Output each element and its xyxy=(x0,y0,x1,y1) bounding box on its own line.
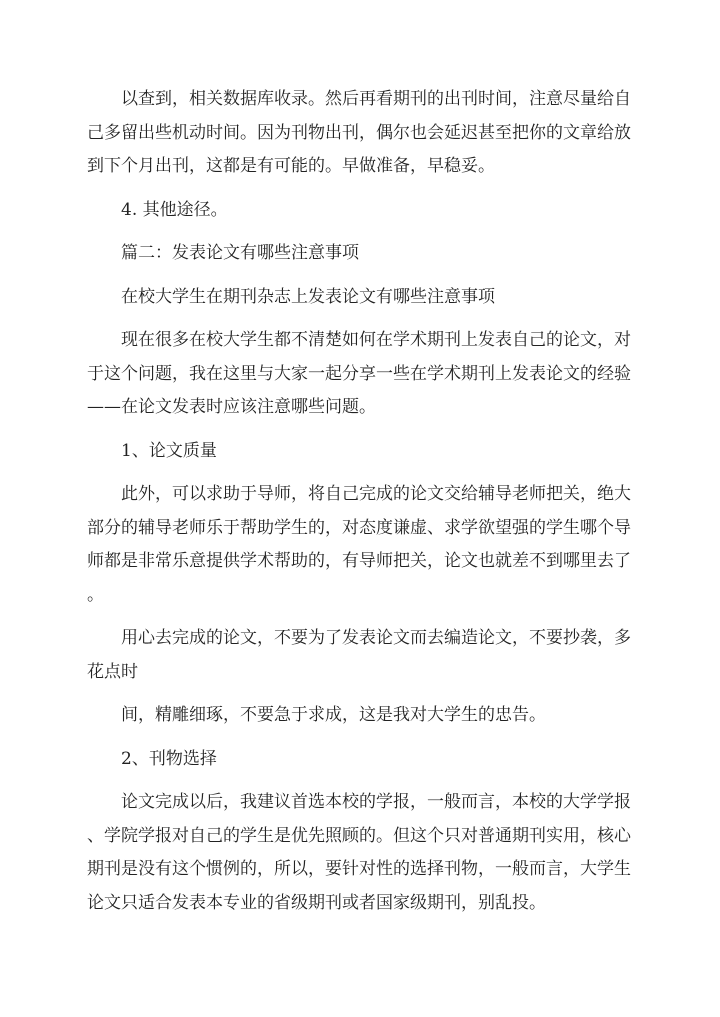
subtitle xyxy=(87,281,647,315)
paragraph xyxy=(87,478,647,612)
text-line: 论文只适合发表本专业的省级期刊或者国家级期刊，别乱投。 xyxy=(87,892,546,913)
text-line: 、学院学报对自己的学生是优先照顾的。但这个只对普通期刊实用，核心 xyxy=(87,825,631,846)
text-line: 在校大学生在期刊杂志上发表论文有哪些注意事项 xyxy=(121,286,495,307)
text-line: 2、刊物选择 xyxy=(121,748,217,769)
text-line: 间，精雕细琢，不要急于求成，这是我对大学生的忠告。 xyxy=(121,705,546,725)
text-line: 花点时 xyxy=(87,661,138,682)
text-line: 己多留出些机动时间。因为刊物出刊，偶尔也会延迟甚至把你的文章给放 xyxy=(87,122,631,143)
paragraph xyxy=(87,83,647,184)
paragraph xyxy=(87,699,647,733)
section-title xyxy=(87,237,647,271)
text-line: 以查到，相关数据库收录。然后再看期刊的出刊时间，注意尽量给自 xyxy=(121,89,631,109)
text-line: 此外，可以求助于导师，将自己完成的论文交给辅导老师把关，绝大 xyxy=(121,484,631,504)
text-line: 现在很多在校大学生都不清楚如何在学术期刊上发表自己的论文，对 xyxy=(121,330,631,350)
text-line: ——在论文发表时应该注意哪些问题。 xyxy=(87,397,376,417)
text-line: 4. 其他途径。 xyxy=(121,199,228,220)
text-line: 于这个问题，我在这里与大家一起分享一些在学术期刊上发表论文的经验 xyxy=(87,363,631,384)
text-line: 部分的辅导老师乐于帮助学生的，对态度谦虚、求学欲望强的学生哪个导 xyxy=(87,517,631,538)
text-line: 。 xyxy=(87,584,104,605)
text-line: 篇二：发表论文有哪些注意事项 xyxy=(121,243,359,263)
paragraph xyxy=(87,786,647,920)
text-line: 师都是非常乐意提供学术帮助的，有导师把关，论文也就差不到哪里去了 xyxy=(87,551,631,571)
numbered-heading xyxy=(87,435,647,469)
text-line: 期刊是没有这个惯例的，所以，要针对性的选择刊物，一般而言，大学生 xyxy=(87,859,631,879)
text-line: 1、论文质量 xyxy=(121,440,217,461)
paragraph xyxy=(87,324,647,425)
numbered-heading xyxy=(87,743,647,777)
text-line: 到下个月出刊，这都是有可能的。早做准备，早稳妥。 xyxy=(87,156,495,176)
text-line: 用心去完成的论文，不要为了发表论文而去编造论文，不要抄袭，多 xyxy=(121,628,631,648)
document-page xyxy=(87,83,647,930)
list-item-heading xyxy=(87,194,647,228)
paragraph xyxy=(87,622,647,689)
text-line: 论文完成以后，我建议首选本校的学报，一般而言，本校的大学学报 xyxy=(121,792,631,812)
